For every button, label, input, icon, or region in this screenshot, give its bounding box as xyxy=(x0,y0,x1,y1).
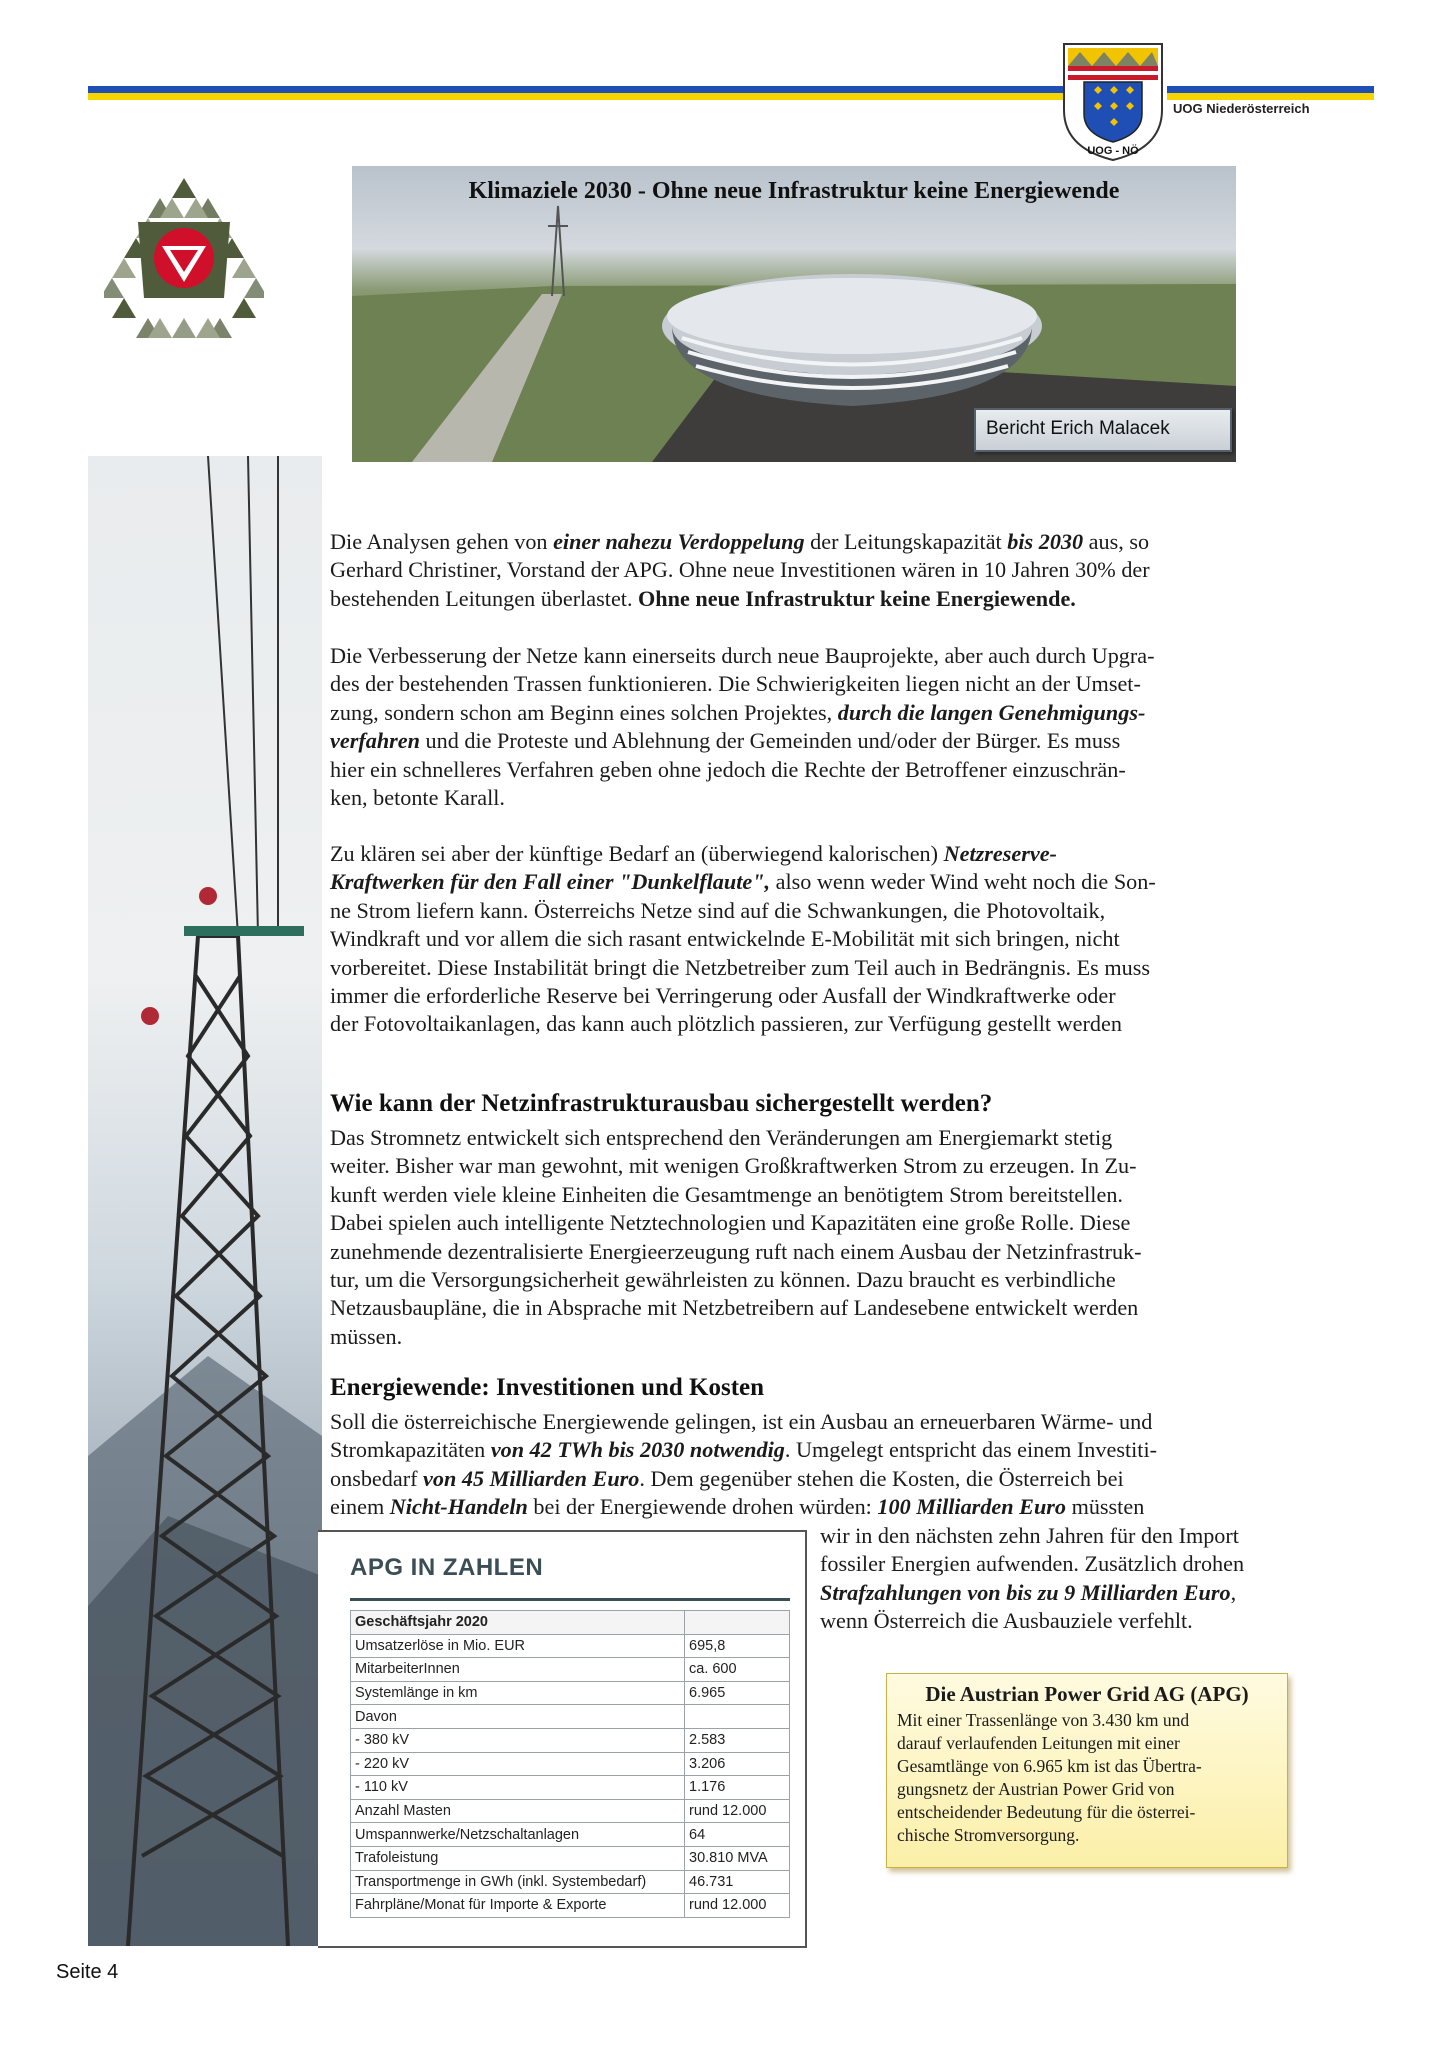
table-row: - 220 kV 3.206 xyxy=(351,1752,790,1776)
header-stripe-yellow xyxy=(88,93,1064,100)
svg-text:UOG - NÖ: UOG - NÖ xyxy=(1087,145,1139,157)
apg-info-box xyxy=(886,1673,1288,1868)
org-name: UOG Niederösterreich xyxy=(1173,101,1310,116)
table-row: Davon xyxy=(351,1705,790,1729)
pylon-photo xyxy=(88,456,322,1946)
paragraph-2: Die Verbesserung der Netze kann einerseits durch neue Bauprojekte, aber auch durch Upgra- des der bestehenden Trassen funktionieren. Die Schwierigkeiten liegen nicht an der Umset- zung, sondern schon am Beginn eines solchen Projektes, durch die langen Genehmigungs- verfahren und die Proteste und Ablehnung der Gemeinden und/oder der Bürger. Es muss hier ein schnelleres Verfahren geben ohne jedoch die Rechte der Betroffener einzuschrän- ken, betonte Karall. xyxy=(330,643,1155,811)
author-box: Bericht Erich Malacek xyxy=(974,408,1232,452)
table-row: Systemlänge in km 6.965 xyxy=(351,1681,790,1705)
header-stripe-yellow-right xyxy=(1167,93,1374,100)
table-row: Geschäftsjahr 2020 xyxy=(351,1611,790,1635)
pylon-illustration xyxy=(88,456,322,1946)
apg-table xyxy=(350,1610,790,1918)
section-heading-investitionen: Energiewende: Investitionen und Kosten xyxy=(330,1374,765,1401)
section-heading-netzausbau: Wie kann der Netzinfrastrukturausbau sichergestellt werden? xyxy=(330,1090,993,1117)
table-row: Fahrpläne/Monat für Importe & Exporte rund 12.000 xyxy=(351,1894,790,1918)
unser-heer-logo xyxy=(104,178,264,338)
apg-table-rule xyxy=(350,1598,790,1601)
table-row: Umspannwerke/Netzschaltanlagen 64 xyxy=(351,1823,790,1847)
paragraph-5-continued: wir in den nächsten zehn Jahren für den Import fossiler Energien aufwenden. Zusätzlich drohen Strafzahlungen von bis zu 9 Milliarden Euro, wenn Österreich die Ausbauziele verfehlt. xyxy=(820,1523,1245,1634)
paragraph-5: Soll die österreichische Energiewende gelingen, ist ein Ausbau an erneuerbaren Wärme- und Stromkapazitäten von 42 TWh bis 2030 notwendig. Umgelegt entspricht das einem Investiti- onsbedarf von 45 Milliarden Euro. Dem gegenüber stehen die Kosten, die Österreich bei einem Nicht-Handeln bei der Energiewende drohen würden: 100 Milliarden Euro müssten xyxy=(330,1409,1158,1520)
header-stripe-blue-right xyxy=(1167,86,1374,93)
page-number: Seite 4 xyxy=(56,1961,119,1983)
table-row: - 110 kV 1.176 xyxy=(351,1776,790,1800)
apg-table-title: APG IN ZAHLEN xyxy=(350,1554,544,1581)
header-stripe-blue xyxy=(88,86,1064,93)
table-row: Trafoleistung 30.810 MVA xyxy=(351,1846,790,1870)
svg-text:UNSER HEER: UNSER HEER xyxy=(154,298,214,308)
hero-image xyxy=(352,166,1236,462)
info-box-title: Die Austrian Power Grid AG (APG) xyxy=(925,1682,1249,1706)
apg-table-box xyxy=(318,1530,807,1948)
paragraph-3: Zu klären sei aber der künftige Bedarf an (überwiegend kalorischen) Netzreserve- Kraftwerken für den Fall einer "Dunkelflaute", also wenn weder Wind weht noch die Son- ne Strom liefern kann. Österreichs Netze sind auf die Schwankungen, die Photovoltaik, Windkraft und vor allem die sich rasant entwickelnde E-Mobilität mit sich bringen, nicht vorbereitet. Diese Instabilität bringt die Netzbetreiber zum Teil auch in Bedrängnis. Es muss immer die erforderliche Reserve bei Verringerung oder Ausfall der Windkraftwerke oder der Fotovoltaikanlagen, das kann auch plötzlich passieren, zur Verfügung gestellt werden xyxy=(330,841,1156,1037)
table-row: Anzahl Masten rund 12.000 xyxy=(351,1799,790,1823)
table-row: Transportmenge in GWh (inkl. Systembedarf) 46.731 xyxy=(351,1870,790,1894)
paragraph-4: Das Stromnetz entwickelt sich entsprechend den Veränderungen am Energiemarkt stetig weiter. Bisher war man gewohnt, mit wenigen Großkraftwerken Strom zu erzeugen. In Zu- kunft werden viele kleine Einheiten die Gesamtmenge an benötigtem Strom bereitstellen. Dabei spielen auch intelligente Netztechnologien und Kapazitäten eine große Rolle. Diese zunehmende dezentralisierte Energieerzeugung ruft nach einem Ausbau der Netzinfrastruk- tur, um die Versorgungsicherheit gewährleisten zu können. Dazu braucht es verbindliche Netzausbaupläne, die in Absprache mit Netzbetreibern auf Landesebene entwickelt werden müssen. xyxy=(330,1125,1142,1349)
info-box-body: Mit einer Trassenlänge von 3.430 km und darauf verlaufenden Leitungen mit einer Gesamtlänge von 6.965 km ist das Übertra- gungsnetz der Austrian Power Grid von entscheidender Bedeutung für die österrei- chische Stromversorgung. xyxy=(897,1710,1202,1845)
table-row: - 380 kV 2.583 xyxy=(351,1728,790,1752)
paragraph-1: Die Analysen gehen von einer nahezu Verdoppelung der Leitungskapazität bis 2030 aus, so Gerhard Christiner, Vorstand der APG. Ohne neue Investitionen wären in 10 Jahren 30% der bestehenden Leitungen überlastet. Ohne neue Infrastruktur keine Energiewende. xyxy=(330,529,1150,611)
article-title: Klimaziele 2030 - Ohne neue Infrastruktur keine Energiewende xyxy=(468,178,1120,204)
table-row: MitarbeiterInnen ca. 600 xyxy=(351,1658,790,1682)
table-row: Umsatzerlöse in Mio. EUR 695,8 xyxy=(351,1634,790,1658)
uog-crest-logo xyxy=(1060,40,1166,164)
